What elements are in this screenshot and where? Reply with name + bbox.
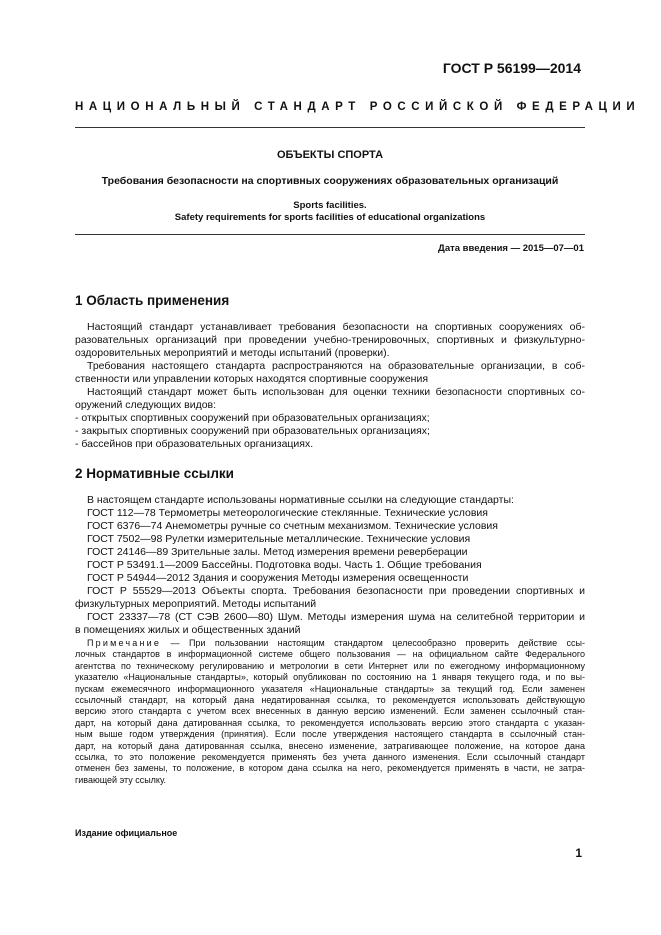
official-edition-label: Издание официальное — [75, 828, 178, 838]
reference-item: ГОСТ 112—78 Термометры метеорологические стеклянные. Технические условия — [87, 507, 488, 519]
note-line: версию этого стандарта с учетом всех внесенных в данную версию изменений. Если заменен ссылочный стан- — [75, 706, 585, 717]
document-subtitle: Требования безопасности на спортивных сооружениях образовательных организаций — [101, 175, 559, 187]
reference-item: ГОСТ Р 53491.1—2009 Бассейны. Подготовка воды. Часть 1. Общие требования — [87, 559, 482, 571]
text-line: Настоящий стандарт устанавливает требования безопасности на спортивных сооружениях об- — [87, 321, 585, 333]
document-title: ОБЪЕКТЫ СПОРТА — [276, 149, 384, 161]
list-item: - бассейнов при образовательных организациях. — [75, 438, 314, 450]
note-line: указателю «Национальные стандарты», который опубликован по состоянию на 1 января текущего года, и по вы- — [75, 672, 585, 683]
reference-item: ГОСТ 24146—89 Зрительные залы. Метод измерения времени реверберации — [87, 546, 468, 558]
section-2-body — [75, 494, 585, 637]
note-line: агентства по техническому регулированию и метрологии в сети Интернет или по ежегодному информационному — [75, 660, 585, 671]
note-line — [75, 638, 585, 649]
paragraph-line: Требования настоящего стандарта распространяются на образовательные организации, в соб- — [87, 360, 585, 372]
reference-item: ГОСТ Р 55529—2013 Объекты спорта. Требования безопасности при проведении спортивных и — [87, 585, 585, 597]
list-item: - открытых спортивных сооружений при образовательных организациях; — [75, 412, 430, 424]
note-line: отменен без замены, то положение, в котором дана ссылка на него, рекомендуется применять в части, не затра- — [75, 763, 585, 774]
paragraph-line: оружений следующих видов: — [75, 399, 217, 411]
note-line: ссылка, то это положение рекомендуется применять без учета данного изменения. Если ссылочный стандарт — [75, 752, 585, 763]
note-line: пускам ежемесячного информационного указателя «Национальные стандарты» за текущий год. Если заменен — [75, 683, 585, 694]
note-block — [75, 638, 585, 786]
reference-item: ГОСТ 7502—98 Рулетки измерительные металлические. Технические условия — [87, 533, 471, 545]
note-label: Примечание — [87, 638, 162, 648]
note-line: лочных стандартов в информационной системе общего пользования — на официальном сайте Федерального — [75, 649, 585, 660]
note-line: гивающей эту ссылку. — [75, 774, 167, 785]
paragraph-line: ственности или управлении которых находятся спортивные сооружения — [75, 373, 429, 385]
reference-item: ГОСТ Р 54944—2012 Здания и сооружения Методы измерения освещенности — [87, 572, 469, 584]
reference-item: ГОСТ 23337—78 (СТ СЭВ 2600—80) Шум. Методы измерения шума на селитебной территории и — [87, 611, 585, 623]
paragraph-line: разовательных организаций при проведении учебно-тренировочных, спортивных и физкультурно- — [75, 334, 585, 346]
reference-item: ГОСТ 6376—74 Анемометры ручные со счетным механизмом. Технические условия — [87, 520, 498, 532]
paragraph-line: оздоровительных мероприятий и методы испытаний (проверки). — [75, 347, 390, 359]
section-1-body — [75, 321, 585, 451]
english-title — [75, 200, 585, 224]
section-2-heading: 2 Нормативные ссылки — [75, 466, 234, 481]
note-line: ссылочный стандарт, на который дана недатированная ссылка, то рекомендуется использовать действующую — [75, 695, 585, 706]
title-divider — [75, 234, 585, 235]
note-line: ным выше годом утверждения (принятия). Если после утверждения настоящего стандарта в ссылочный стан- — [75, 729, 585, 740]
paragraph-line: Настоящий стандарт может быть использован для оценки техники безопасности спортивных со- — [87, 386, 585, 398]
paragraph-line — [75, 321, 585, 334]
page-number: 1 — [575, 846, 582, 860]
gost-number: ГОСТ Р 56199—2014 — [442, 60, 581, 76]
english-title-line: Sports facilities. — [293, 200, 367, 211]
note-text: — При пользовании настоящим стандартом целесообразно проверить действие ссы- — [161, 638, 585, 648]
reference-item: физкультурных мероприятий. Методы испытаний — [75, 598, 317, 610]
national-standard-heading: НАЦИОНАЛЬНЫЙ СТАНДАРТ РОССИЙСКОЙ ФЕДЕРАЦИИ — [75, 101, 641, 113]
section-1-heading: 1 Область применения — [75, 293, 230, 308]
note-line: дарт, на который дана датированная ссылка, то рекомендуется использовать версию этого стандарта с указан- — [75, 717, 585, 728]
header-divider — [75, 127, 585, 128]
paragraph-line: В настоящем стандарте использованы нормативные ссылки на следующие стандарты: — [87, 494, 514, 506]
reference-item: в помещениях жилых и общественных зданий — [75, 624, 301, 636]
english-title-line: Safety requirements for sports facilities of educational organizations — [174, 212, 486, 223]
list-item: - закрытых спортивных сооружений при образовательных организациях; — [75, 425, 430, 437]
introduction-date: Дата введения — 2015—07—01 — [438, 243, 584, 254]
note-line: дарт, на который дана датированная ссылка, внесено изменение, затрагивающее положение, на которое дана — [75, 740, 585, 751]
